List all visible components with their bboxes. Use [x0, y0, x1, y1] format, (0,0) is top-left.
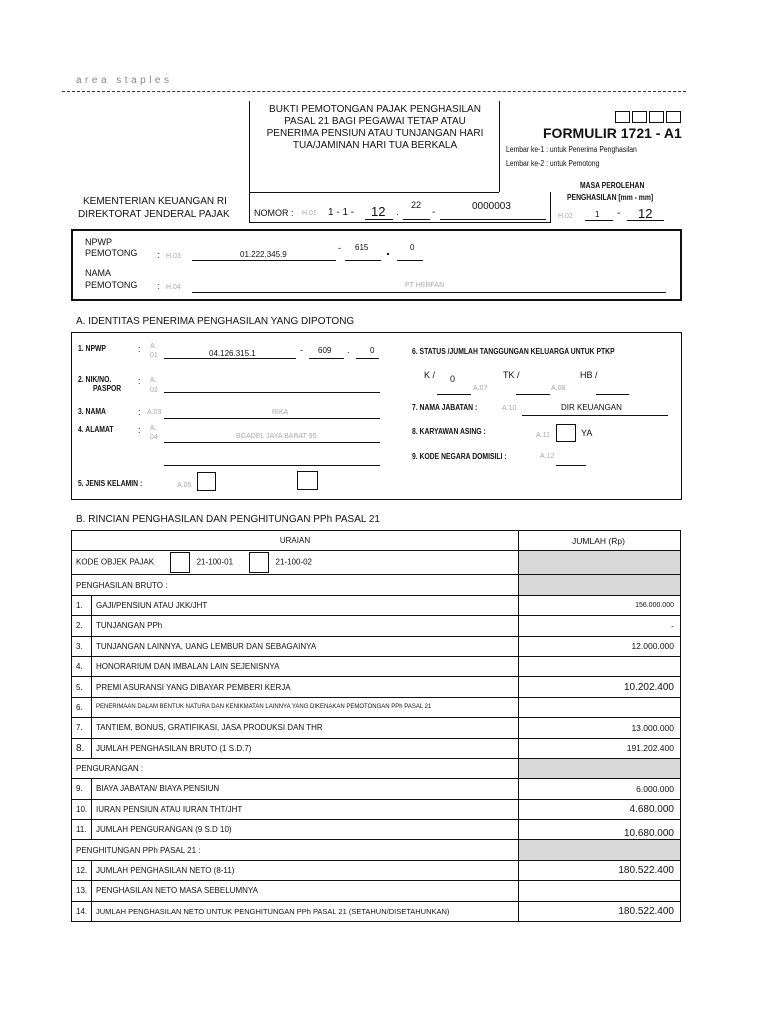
- a-alamat-line-1: [164, 442, 380, 443]
- row-no: 5.: [72, 677, 92, 697]
- pemotong-npwp-dash: -: [338, 243, 341, 253]
- pemotong-nama-label-2: PEMOTONG: [85, 280, 138, 290]
- pph-header-label: PENGHITUNGAN PPh PASAL 21 :: [76, 845, 201, 855]
- row-amount[interactable]: [519, 656, 681, 676]
- kode-2-checkbox[interactable]: [249, 552, 269, 573]
- table-row: [72, 901, 681, 921]
- a-npwp-code-a: A.: [150, 343, 157, 350]
- header-divider-right: [499, 101, 500, 192]
- pph-header-amount-shaded: [519, 840, 681, 860]
- table-row: [72, 881, 681, 901]
- row-label: TUNJANGAN PPh: [92, 616, 519, 636]
- row-no: 7.: [72, 718, 92, 738]
- table-row: [72, 718, 681, 738]
- ministry-name: KEMENTERIAN KEUANGAN RI: [83, 196, 227, 207]
- header-divider-horizontal: [249, 192, 499, 193]
- table-row: [72, 636, 681, 656]
- a-jenis-kelamin-label: 5. JENIS KELAMIN :: [78, 479, 143, 488]
- section-b-title: B. RINCIAN PENGHASILAN DAN PENGHITUNGAN PPh PASAL 21: [76, 514, 380, 525]
- lembar-2-text: Lembar ke-2 : untuk Pemotong: [506, 159, 600, 168]
- form-title-line-4: TUA/JAMINAN HARI TUA BERKALA: [292, 140, 458, 151]
- row-label: TANTIEM, BONUS, GRATIFIKASI, JASA PRODUKSI DAN THR: [92, 718, 519, 738]
- pemotong-npwp-mid-line: [345, 260, 381, 261]
- table-row: [72, 799, 681, 819]
- a-jenis-kelamin-box-1[interactable]: [197, 472, 216, 491]
- form-code-box-4[interactable]: [666, 111, 681, 123]
- row-amount[interactable]: [519, 881, 681, 901]
- pph-header-cell: [72, 840, 519, 860]
- masa-to[interactable]: 12: [638, 206, 653, 221]
- row-amount[interactable]: 191.202.400: [519, 738, 681, 758]
- pemotong-nama-code: H.04: [166, 284, 181, 291]
- masa-code: H.02: [558, 213, 573, 220]
- nomor-year-line: [403, 219, 430, 220]
- pemotong-npwp-end[interactable]: 0: [410, 243, 415, 252]
- a-asing-checkbox[interactable]: [556, 424, 576, 442]
- a-npwp-end-line: [356, 358, 379, 359]
- a-npwp-mid[interactable]: 609: [318, 346, 332, 355]
- a-npwp-dot: .: [347, 345, 350, 355]
- a-asing-ya: YA: [581, 428, 593, 438]
- a-nama-line: [164, 418, 380, 419]
- kode-objek-label: KODE OBJEK PAJAK: [76, 558, 155, 567]
- a-npwp-end[interactable]: 0: [370, 346, 375, 355]
- row-label: PREMI ASURANSI YANG DIBAYAR PEMBERI KERJA: [92, 677, 519, 697]
- form-code-box-2[interactable]: [632, 111, 647, 123]
- a-alamat-code-a: A.: [150, 425, 157, 432]
- header-bottom-line: [249, 222, 551, 223]
- bruto-header-row: [72, 575, 681, 595]
- pemotong-npwp-end-line: [397, 260, 423, 261]
- row-label: GAJI/PENSIUN ATAU JKK/JHT: [92, 595, 519, 615]
- bruto-header-label: PENGHASILAN BRUTO :: [76, 580, 168, 590]
- a-nama-colon: :: [138, 407, 141, 417]
- row-label: JUMLAH PENGHASILAN NETO UNTUK PENGHITUNGAN PPh PASAL 21 (SETAHUN/DISETAHUNKAN): [92, 901, 519, 921]
- a-hb-line: [596, 394, 629, 395]
- row-amount[interactable]: 4.680.000: [519, 799, 681, 819]
- nomor-prefix: 1 - 1 -: [328, 207, 355, 218]
- kode-2-label: 21-100-02: [275, 558, 313, 567]
- table-row: [72, 677, 681, 697]
- masa-from[interactable]: 1: [595, 210, 600, 219]
- nomor-code: H.01: [302, 210, 317, 217]
- a-alamat-label: 4. ALAMAT: [78, 425, 114, 434]
- row-amount[interactable]: 180.522.400: [519, 901, 681, 921]
- a-k-code: A.07: [473, 385, 488, 392]
- pemotong-npwp-main[interactable]: 01.222.345.9: [240, 250, 287, 259]
- row-label: BIAYA JABATAN/ BIAYA PENSIUN: [92, 779, 519, 799]
- area-staples-label: area staples: [76, 75, 173, 86]
- kode-objek-amount-shaded: [519, 551, 681, 575]
- col-jumlah-label: JUMLAH (Rp): [572, 535, 625, 546]
- row-no: 10.: [72, 799, 92, 819]
- row-no: 9.: [72, 779, 92, 799]
- form-code-box-1[interactable]: [615, 111, 630, 123]
- row-no: 12.: [72, 860, 92, 880]
- a-alamat-value[interactable]: BGADEL JAYA BARAT 95: [236, 433, 317, 440]
- a-negara-line: [556, 465, 586, 466]
- pemotong-nama-value[interactable]: PT HERFAN: [405, 282, 445, 289]
- a-npwp-colon: :: [138, 344, 141, 354]
- a-jabatan-label: 7. NAMA JABATAN :: [412, 403, 478, 412]
- a-nama-code: A.03: [147, 409, 162, 416]
- header-divider-left: [249, 101, 250, 222]
- pengurangan-header-row: [72, 758, 681, 778]
- a-tk-code: A.08: [551, 385, 566, 392]
- form-title: [252, 104, 498, 152]
- pengurangan-header-cell: [72, 758, 519, 778]
- masa-dash: -: [617, 208, 621, 219]
- table-row: [72, 779, 681, 799]
- a-jenis-kelamin-box-2[interactable]: [297, 471, 318, 490]
- row-label: JUMLAH PENGHASILAN NETO (8-11): [92, 860, 519, 880]
- a-asing-label: 8. KARYAWAN ASING :: [412, 427, 486, 436]
- a-nik-code-a: A.: [150, 377, 157, 384]
- staples-dotted-line: [62, 91, 686, 92]
- a-nik-label-1: 2. NIK/NO.: [78, 375, 112, 384]
- a-nama-value[interactable]: RIKA: [272, 409, 289, 416]
- a-npwp-label: 1. NPWP: [78, 344, 106, 353]
- section-b-table: [71, 530, 681, 922]
- col-uraian-label: URAIAN: [279, 536, 311, 546]
- pemotong-nama-line: [192, 292, 666, 293]
- kode-objek-cell: [72, 551, 519, 575]
- row-amount[interactable]: [519, 697, 681, 717]
- a-alamat-colon: :: [138, 425, 141, 435]
- form-name: FORMULIR 1721 - A1: [543, 125, 682, 141]
- a-npwp-main-line: [164, 358, 296, 359]
- masa-from-line: [585, 220, 613, 221]
- pemotong-npwp-dot: .: [386, 242, 390, 258]
- nomor-dash: -: [432, 207, 436, 218]
- a-nama-label: 3. NAMA: [78, 407, 106, 416]
- directorate-name: DIREKTORAT JENDERAL PAJAK: [78, 209, 230, 220]
- a-k-line: [437, 394, 471, 395]
- a-asing-code: A.11: [536, 432, 550, 439]
- a-nik-line: [164, 392, 380, 393]
- a-k-value[interactable]: 0: [450, 374, 456, 384]
- lembar-1-text: Lembar ke-1 : untuk Penerima Penghasilan: [506, 145, 637, 154]
- row-amount[interactable]: 10.202.400: [519, 677, 681, 697]
- table-row: [72, 616, 681, 636]
- col-jumlah: [519, 531, 681, 551]
- row-no: 1.: [72, 595, 92, 615]
- a-npwp-code-b: 01: [150, 352, 158, 359]
- nomor-label: NOMOR :: [254, 208, 294, 218]
- row-label: PENGHASILAN NETO MASA SEBELUMNYA: [92, 881, 519, 901]
- section-a-title: A. IDENTITAS PENERIMA PENGHASILAN YANG DIPOTONG: [76, 316, 355, 327]
- a-jenis-kelamin-code: A.05: [177, 482, 192, 489]
- pengurangan-header-amount-shaded: [519, 758, 681, 778]
- masa-label-1: MASA PEROLEHAN: [580, 181, 645, 190]
- a-tk-label: TK /: [503, 370, 520, 380]
- a-jabatan-value[interactable]: DIR KEUANGAN: [561, 403, 622, 412]
- row-amount[interactable]: 13.000.000: [519, 718, 681, 738]
- masa-to-line: [627, 220, 664, 221]
- pemotong-npwp-label-1: NPWP: [85, 237, 112, 247]
- pemotong-npwp-code: H.03: [166, 253, 181, 260]
- pemotong-npwp-mid[interactable]: 615: [355, 243, 369, 252]
- row-amount[interactable]: 6.000.000: [519, 779, 681, 799]
- nomor-dot: .: [396, 207, 399, 218]
- pemotong-npwp-label-2: PEMOTONG: [85, 248, 138, 258]
- table-row: [72, 738, 681, 758]
- pemotong-box: [71, 229, 682, 301]
- nomor-month-line: [365, 219, 393, 220]
- nomor-month[interactable]: 12: [371, 204, 386, 219]
- a-npwp-dash: -: [300, 345, 303, 355]
- table-header-row: [72, 531, 681, 551]
- row-no: 3.: [72, 636, 92, 656]
- a-negara-label: 9. KODE NEGARA DOMISILI :: [412, 452, 507, 461]
- a-nik-label-2: PASPOR: [93, 384, 122, 393]
- masa-label-2: PENGHASILAN [mm - mm]: [567, 193, 654, 202]
- a-nik-colon: :: [138, 376, 141, 386]
- row-label: TUNJANGAN LAINNYA, UANG LEMBUR DAN SEBAGAINYA: [92, 636, 519, 656]
- bruto-header-amount-shaded: [519, 575, 681, 595]
- form-code-box-3[interactable]: [649, 111, 664, 123]
- a-jabatan-code: A.10: [502, 405, 517, 412]
- row-amount[interactable]: -: [519, 616, 681, 636]
- row-no: 4.: [72, 656, 92, 676]
- nomor-sequence[interactable]: 0000003: [472, 201, 511, 212]
- col-uraian: [72, 531, 519, 551]
- nomor-sequence-line: [440, 219, 546, 220]
- form-title-line-3: PENERIMA PENSIUN ATAU TUNJANGAN HARI: [266, 128, 484, 139]
- a-npwp-mid-line: [309, 358, 344, 359]
- row-no: 2.: [72, 616, 92, 636]
- a-negara-code: A.12: [540, 453, 555, 460]
- pemotong-nama-colon: :: [157, 281, 160, 291]
- bruto-header-cell: [72, 575, 519, 595]
- a-alamat-line-2: [164, 465, 380, 466]
- table-row: [72, 697, 681, 717]
- a-npwp-main[interactable]: 04.126.315.1: [209, 349, 256, 358]
- a-nik-code-b: 02: [150, 387, 158, 394]
- kode-objek-row: [72, 551, 681, 575]
- row-no: 6.: [72, 697, 92, 717]
- a-tk-line: [516, 394, 550, 395]
- nomor-year[interactable]: 22: [411, 200, 422, 210]
- row-amount[interactable]: 10.680.000: [519, 820, 681, 840]
- header-nomor-right-line: [550, 192, 551, 222]
- table-row: [72, 860, 681, 880]
- a-hb-label: HB /: [580, 370, 598, 380]
- row-label: HONORARIUM DAN IMBALAN LAIN SEJENISNYA: [92, 656, 519, 676]
- row-amount[interactable]: 12.000.000: [519, 636, 681, 656]
- pemotong-npwp-colon: :: [157, 250, 160, 260]
- row-no: 14.: [72, 901, 92, 921]
- table-row: [72, 820, 681, 840]
- kode-1-label: 21-100-01: [196, 558, 234, 567]
- pemotong-nama-label-1: NAMA: [85, 268, 112, 278]
- row-label: PENERIMAAN DALAM BENTUK NATURA DAN KENIKMATAN LAINNYA YANG DIKENAKAN PEMOTONGAN PPh PASAL 21: [92, 697, 519, 717]
- pemotong-npwp-main-line: [192, 260, 336, 261]
- row-amount[interactable]: 156.000.000: [519, 595, 681, 615]
- form-title-line-1: BUKTI PEMOTONGAN PAJAK PENGHASILAN: [269, 104, 481, 115]
- table-row: [72, 656, 681, 676]
- row-no: 11.: [72, 820, 92, 840]
- a-status-label: 6. STATUS /JUMLAH TANGGUNGAN KELUARGA UNTUK PTKP: [412, 347, 615, 356]
- row-label: JUMLAH PENGURANGAN (9 S.D 10): [92, 820, 519, 840]
- form-title-line-2: PASAL 21 BAGI PEGAWAI TETAP ATAU: [284, 116, 466, 127]
- row-label: IURAN PENSIUN ATAU IURAN THT/JHT: [92, 799, 519, 819]
- a-jabatan-line: [522, 415, 668, 416]
- pengurangan-header-label: PENGURANGAN :: [76, 764, 144, 774]
- row-no: 13.: [72, 881, 92, 901]
- a-k-label: K /: [424, 370, 436, 380]
- table-row: [72, 595, 681, 615]
- kode-1-checkbox[interactable]: [170, 552, 190, 573]
- pph-header-row: [72, 840, 681, 860]
- row-amount[interactable]: 180.522.400: [519, 860, 681, 880]
- row-no: 8.: [72, 738, 92, 758]
- a-alamat-code-b: 04: [150, 434, 158, 441]
- row-label: JUMLAH PENGHASILAN BRUTO (1 S.D.7): [92, 738, 519, 758]
